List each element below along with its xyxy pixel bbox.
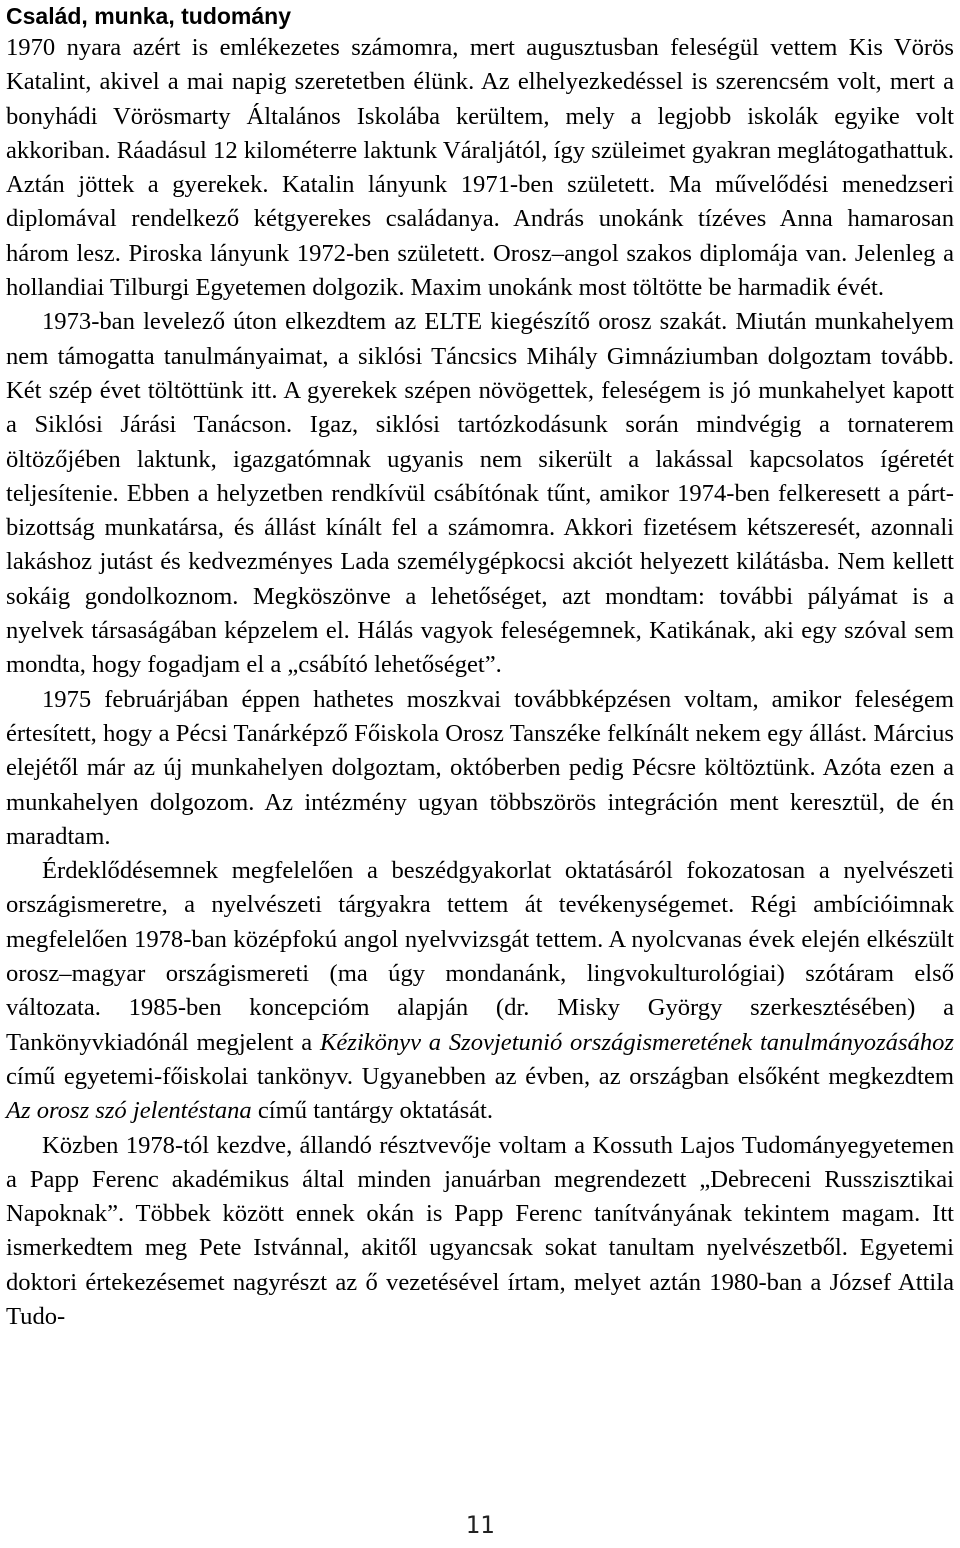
paragraph-siklos: 1973-ban levelező úton elkezdtem az ELTE kiegészítő orosz szakát. Miután munkahelyem nem támogatta tanulmányaimat, a siklósi Táncsics Mihály Gimnáziumban dolgoztam tovább. Két szép évet töltöttünk itt. A gyerekek szépen növögettek, feleségem is jó munkahelyet kapott a Siklósi Járási Tanácson. Igaz, siklósi tartózkodásunk során mindvégig a tornaterem öltözőjében laktunk, igazgatómnak ugyanis nem sikerült a lakással kapcsolatos ígéretét teljesítenie. Ebben a helyzetben rendkívül csábítónak tűnt, amikor 1974-ben felkeresett a pártbizottság munkatársa, és állást kínált fel a számomra. Akkori fizetésem kétszeresét, azonnali lakáshoz jutást és kedvezményes Lada személygépkocsi akciót helyezett kilátásba. Nem kellett sokáig gondolkoznom. Megköszönve a lehetőséget, azt mondtam: további pályámat is a nyelvek társaságában képzelem el. Hálás vagyok feleségemnek, Katikának, aki egy szóval sem mondta, hogy fogadjam el a „csábító lehetőséget”.: [6, 308, 954, 679]
course-title-semantics: Az orosz szó jelentéstana: [6, 1097, 252, 1125]
document-page: [6, 0, 954, 1334]
section-heading: Család, munka, tudomány: [6, 3, 292, 29]
paragraph-research-text-3: című tantárgy oktatását.: [251, 1097, 494, 1125]
page-number: 11: [465, 1511, 495, 1539]
paragraph-pecs: 1975 februárjában éppen hathetes moszkvai továbbképzésen voltam, amikor feleségem értesített, hogy a Pécsi Tanárképző Főiskola Orosz Tanszéke felkínált nekem egy állást. Március elejétől már az új munkahelyen dolgoztam, októberben pedig Pécsre költöztünk. Azóta ezen a munkahelyen dolgozom. Az intézmény ugyan többszörös integráción ment keresztül, de én maradtam.: [6, 685, 954, 850]
paragraph-debrecen: Közben 1978-tól kezdve, állandó résztvevője voltam a Kossuth Lajos Tudományegyetemen a Papp Ferenc akadémikus által minden januárban megrendezett „Debreceni Russzisztikai Napoknak”. Többek között ennek okán is Papp Ferenc tanítványának tekintem magam. Itt ismerkedtem meg Pete Istvánnal, akitől ugyancsak sokat tanultam nyelvészetből. Egyetemi doktori értekezésemet nagyrészt az ő vezetésével írtam, melyet aztán 1980-ban a József Attila Tudo-: [6, 1131, 954, 1330]
paragraph-research-text-1: Érdeklődésemnek megfelelően a beszédgyakorlat oktatásáról fokozatosan a nyelvészeti országismeretre, a nyelvészeti tárgyakra tettem át tevékenységemet. Régi ambícióimnak megfelelően 1978-ban középfokú angol nyelvvizsgát tettem. A nyolcvanas évek elején elkészült orosz–magyar országismereti (ma úgy mondanánk, lingvokulturológiai) szótáram első változata. 1985-ben koncepcióm alapján (dr. Misky György szerkesztésében) a Tankönyvkiadónál megjelent a: [6, 857, 954, 1056]
book-title-handbook: Kézikönyv a Szovjetunió országismeretének tanulmányozásához: [319, 1028, 954, 1056]
paragraph-family: 1970 nyara azért is emlékezetes számomra, mert augusztusban feleségül vettem Kis Vörös Katalint, akivel a mai napig szeretetben élünk. Az elhelyezkedéssel is szerencsém volt, mert a bonyhádi Vörösmarty Általános Iskolába kerültem, mely a legjobb iskolák egyike volt akkoriban. Ráadásul 12 kilométerre laktunk Váraljától, így szüleimet gyakran meglátogathattuk. Aztán jöttek a gyerekek. Katalin lányunk 1971-ben született. Ma művelődési menedzseri diplomával rendelkező kétgyerekes családanya. András unokánk tízéves Anna hamarosan három lesz. Piroska lányunk 1972-ben született. Orosz–angol szakos diplomája van. Jelenleg a hollandiai Tilburgi Egyetemen dolgozik. Maxim unokánk most töltötte be harmadik évét.: [6, 34, 954, 302]
paragraph-research: [6, 854, 954, 1128]
paragraph-research-text-2: című egyetemi-főiskolai tankönyv. Ugyanebben az évben, az országban elsőként megkezdtem: [6, 1062, 954, 1090]
